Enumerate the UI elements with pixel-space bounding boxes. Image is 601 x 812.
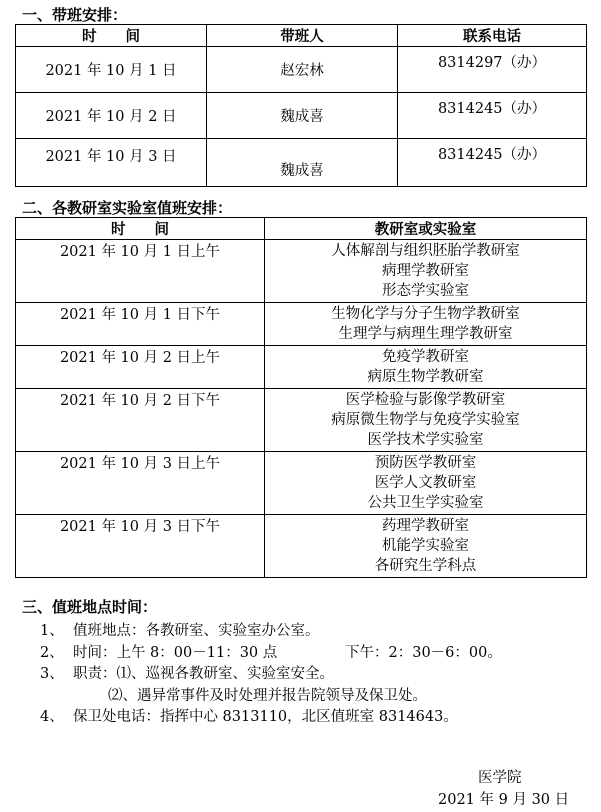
header-time: 时 间 (16, 218, 265, 240)
room-name: 机能学实验室 (382, 538, 469, 554)
room-name: 免疫学教研室 (382, 349, 469, 365)
room-name: 公共卫生学实验室 (367, 495, 484, 511)
lab-time: 2021 年 10 月 1 日上午 (16, 240, 265, 303)
notice-line (40, 705, 458, 726)
duty-date: 2021 年 10 月 3 日 (16, 139, 207, 187)
room-name: 药理学教研室 (382, 518, 469, 534)
room-name: 预防医学教研室 (374, 455, 477, 471)
lab-time: 2021 年 10 月 2 日上午 (16, 346, 265, 389)
header-phone: 联系电话 (398, 25, 587, 47)
notice-line (40, 619, 319, 640)
item-text: 职责：⑴、巡视各教研室、实验室安全。 (72, 666, 334, 682)
notice-line (108, 684, 427, 705)
afternoon-time: 下午：2：30－6：00。 (345, 645, 502, 661)
room-name: 医学检验与影像学教研室 (345, 392, 506, 408)
room-name: 形态学实验室 (382, 283, 469, 299)
lab-table (15, 217, 587, 578)
room-name: 生理学与病理生理学教研室 (338, 326, 513, 342)
item-number: 1、 (40, 623, 64, 639)
room-name: 各研究生学科点 (374, 558, 477, 574)
lab-time: 2021 年 10 月 2 日下午 (16, 389, 265, 452)
item-text: ⑵、遇异常事件及时处理并报告院领导及保卫处。 (108, 688, 427, 704)
duty-phone: 8314245（办） (398, 139, 587, 187)
signature-org: 医学院 (478, 770, 522, 786)
item-number: 3、 (40, 666, 64, 682)
section2-title: 二、各教研室实验室值班安排： (22, 199, 233, 217)
room-name: 医学技术学实验室 (367, 432, 484, 448)
lab-rooms (265, 346, 587, 389)
duty-phone: 8314245（办） (398, 93, 587, 139)
room-name: 医学人文教研室 (374, 475, 477, 491)
header-person: 带班人 (207, 25, 398, 47)
lab-time: 2021 年 10 月 3 日上午 (16, 452, 265, 515)
header-time: 时 间 (16, 25, 207, 47)
room-name: 生物化学与分子生物学教研室 (331, 306, 520, 322)
duty-phone: 8314297（办） (398, 47, 587, 93)
lab-time: 2021 年 10 月 3 日下午 (16, 515, 265, 578)
room-name: 病原微生物学与免疫学实验室 (331, 412, 520, 428)
signature-date: 2021 年 9 月 30 日 (438, 792, 570, 808)
section3-title: 三、值班地点时间： (22, 598, 158, 616)
duty-person: 魏成喜 (207, 139, 398, 187)
item-number: 2、 (40, 645, 64, 661)
duty-date: 2021 年 10 月 2 日 (16, 93, 207, 139)
room-name: 人体解剖与组织胚胎学教研室 (331, 243, 520, 259)
item-number: 4、 (40, 709, 64, 725)
room-name: 病理学教研室 (382, 263, 469, 279)
lab-rooms (265, 515, 587, 578)
lab-time: 2021 年 10 月 1 日下午 (16, 303, 265, 346)
notice-line (40, 641, 277, 662)
duty-table (15, 24, 587, 187)
lab-rooms (265, 240, 587, 303)
room-name: 病原生物学教研室 (367, 369, 484, 385)
header-rooms: 教研室或实验室 (265, 218, 587, 240)
lab-rooms (265, 389, 587, 452)
duty-date: 2021 年 10 月 1 日 (16, 47, 207, 93)
section1-title: 一、带班安排： (22, 6, 128, 24)
item-text: 值班地点：各教研室、实验室办公室。 (72, 623, 320, 639)
item-text: 保卫处电话：指挥中心 8313110，北区值班室 8314643。 (72, 709, 458, 725)
notice-line (40, 662, 334, 683)
item-text: 时间：上午 8：00－11：30 点 (72, 645, 278, 661)
duty-person: 魏成喜 (207, 93, 398, 139)
lab-rooms (265, 452, 587, 515)
lab-rooms (265, 303, 587, 346)
duty-person: 赵宏林 (207, 47, 398, 93)
